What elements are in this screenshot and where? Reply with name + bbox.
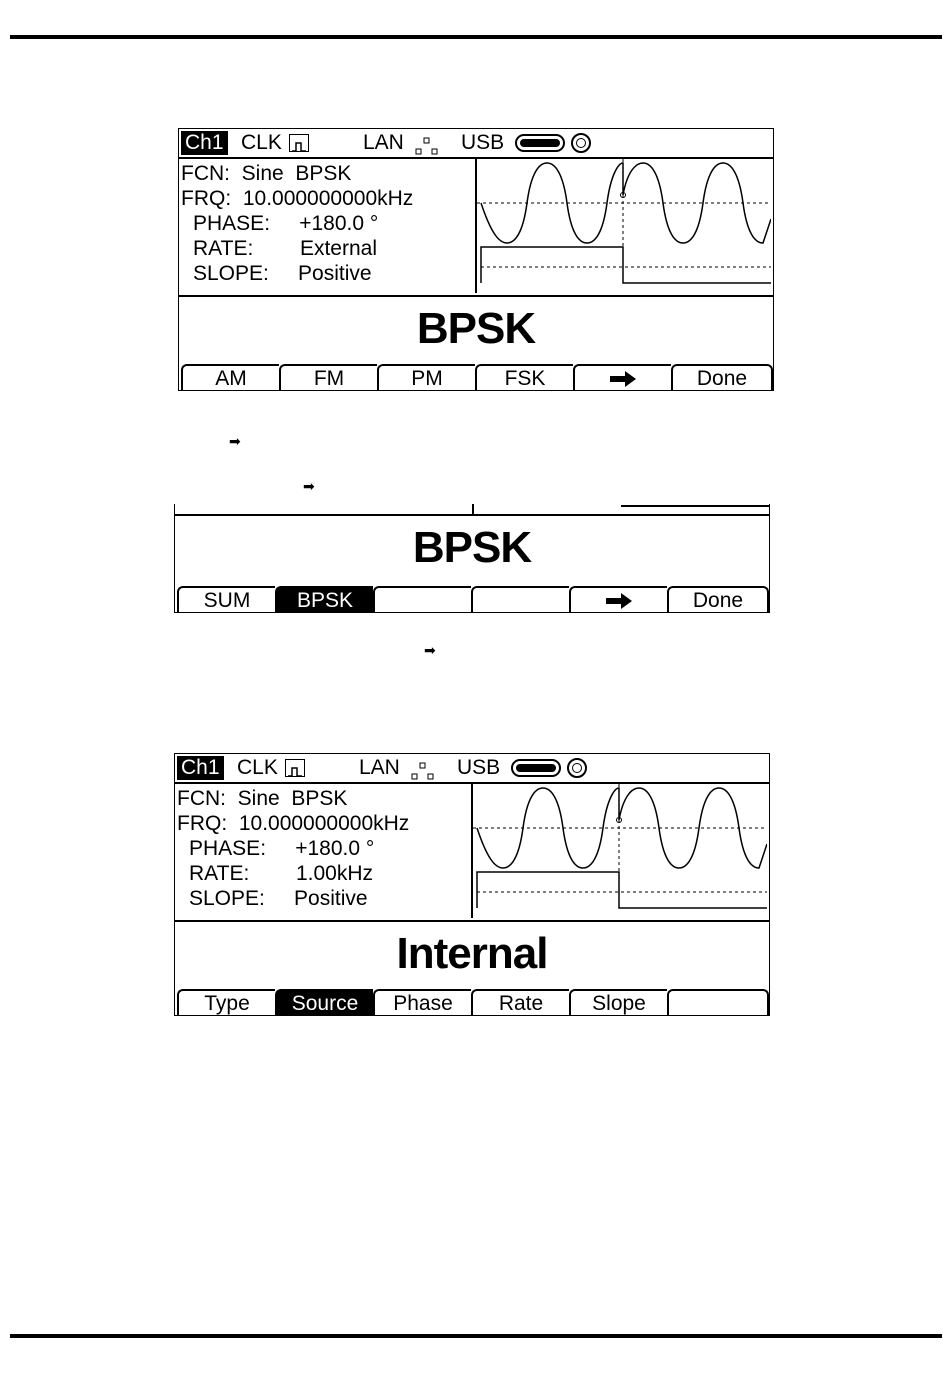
channel-indicator: Ch1 bbox=[181, 131, 228, 155]
usb-label: USB bbox=[457, 756, 501, 779]
sine-trace bbox=[481, 163, 771, 243]
softkey-rate[interactable]: Rate bbox=[471, 989, 569, 1015]
lan-label: LAN bbox=[359, 756, 400, 779]
softkey-row bbox=[175, 989, 769, 1015]
softkey-am[interactable]: AM bbox=[181, 364, 279, 390]
usb-icon bbox=[511, 759, 561, 777]
bottom-rule bbox=[10, 1334, 942, 1338]
status-bar bbox=[179, 129, 773, 159]
mode-label: Internal bbox=[175, 920, 769, 986]
fcn-line: FCN: Sine BPSK bbox=[177, 787, 348, 810]
channel-indicator: Ch1 bbox=[177, 756, 224, 780]
softkey-fsk[interactable]: FSK bbox=[475, 364, 573, 390]
phase-line: PHASE: +180.0 ° bbox=[193, 212, 379, 235]
right-arrow-icon bbox=[608, 370, 638, 388]
softkey-row bbox=[179, 364, 773, 390]
slope-line: SLOPE: Positive bbox=[189, 887, 368, 910]
instrument-screen-3 bbox=[174, 753, 770, 1016]
softkey-bpsk[interactable]: BPSK bbox=[275, 586, 373, 612]
right-arrow-icon: ➡ bbox=[229, 433, 241, 449]
softkey-next[interactable] bbox=[569, 586, 667, 612]
instrument-screen-1 bbox=[178, 128, 774, 391]
softkey-fm[interactable]: FM bbox=[279, 364, 377, 390]
lan-icon bbox=[411, 760, 435, 778]
softkey-phase[interactable]: Phase bbox=[373, 989, 471, 1015]
status-bar bbox=[175, 754, 769, 784]
slope-line: SLOPE: Positive bbox=[193, 262, 372, 285]
parameter-panel bbox=[175, 784, 473, 918]
clk-label: CLK bbox=[241, 131, 282, 154]
square-wave-icon bbox=[285, 759, 305, 777]
right-arrow-icon: ➡ bbox=[303, 478, 315, 494]
mode-label: BPSK bbox=[412, 523, 532, 572]
usb-label: USB bbox=[461, 131, 505, 154]
softkey-blank-6[interactable] bbox=[667, 989, 769, 1015]
frq-line: FRQ: 10.000000000kHz bbox=[177, 812, 410, 835]
modulation-trace bbox=[481, 247, 771, 283]
waveform-preview bbox=[473, 784, 767, 918]
softkey-row bbox=[175, 586, 769, 612]
usb-icon bbox=[515, 134, 565, 152]
sine-trace bbox=[477, 788, 767, 868]
parameter-panel bbox=[179, 159, 477, 293]
rate-line: RATE: External bbox=[193, 237, 377, 260]
softkey-type[interactable]: Type bbox=[177, 989, 275, 1015]
softkey-done[interactable]: Done bbox=[667, 586, 769, 612]
softkey-source[interactable]: Source bbox=[275, 989, 373, 1015]
softkey-pm[interactable]: PM bbox=[377, 364, 475, 390]
rate-line: RATE: 1.00kHz bbox=[189, 862, 373, 885]
right-arrow-icon bbox=[604, 592, 634, 610]
usb-ring-icon bbox=[567, 758, 587, 778]
square-wave-icon bbox=[289, 134, 309, 152]
softkey-sum[interactable]: SUM bbox=[177, 586, 275, 612]
softkey-slope[interactable]: Slope bbox=[569, 989, 667, 1015]
right-arrow-icon: ➡ bbox=[424, 642, 436, 658]
mode-label: BPSK bbox=[179, 295, 773, 361]
top-rule bbox=[10, 35, 942, 39]
waveform-preview bbox=[477, 159, 771, 293]
usb-ring-icon bbox=[571, 133, 591, 153]
lan-icon bbox=[415, 135, 439, 153]
frq-line: FRQ: 10.000000000kHz bbox=[181, 187, 414, 210]
phase-line: PHASE: +180.0 ° bbox=[189, 837, 375, 860]
fcn-line: FCN: Sine BPSK bbox=[181, 162, 352, 185]
softkey-blank-3[interactable] bbox=[373, 586, 471, 612]
waveform-edge bbox=[175, 504, 769, 516]
softkey-next[interactable] bbox=[573, 364, 671, 390]
softkey-blank-4[interactable] bbox=[471, 586, 569, 612]
modulation-trace bbox=[477, 872, 767, 908]
softkey-done[interactable]: Done bbox=[671, 364, 773, 390]
instrument-screen-2 bbox=[174, 504, 770, 613]
lan-label: LAN bbox=[363, 131, 404, 154]
clk-label: CLK bbox=[237, 756, 278, 779]
